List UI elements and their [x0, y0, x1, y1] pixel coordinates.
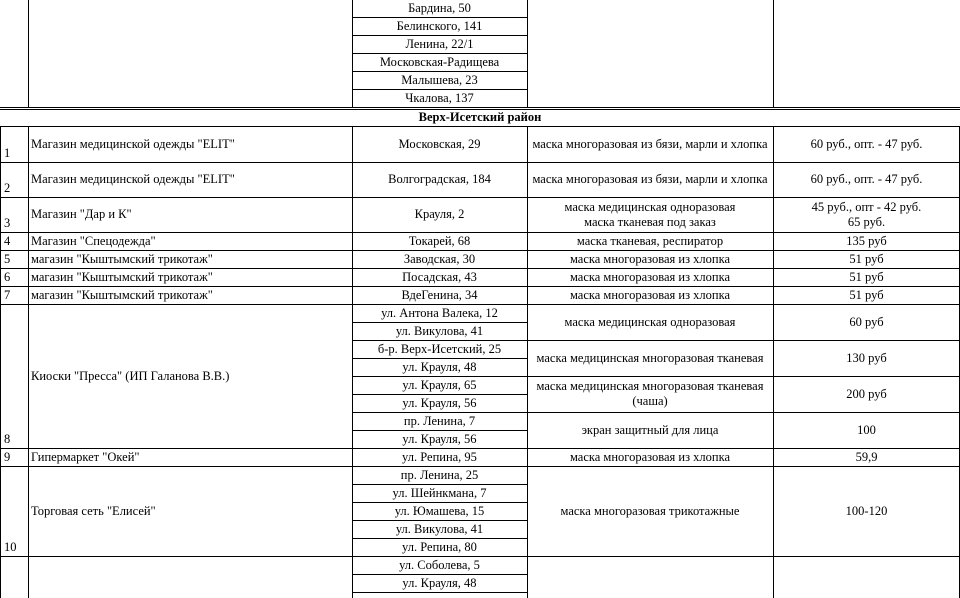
store-name: Магазин медицинской одежды "ELIT"	[31, 136, 235, 151]
grid-line	[352, 89, 527, 90]
grid-line	[352, 126, 353, 598]
grid-line	[527, 412, 960, 413]
address-cell: Московская, 29	[398, 136, 481, 151]
store-name: Магазин медицинской одежды "ELIT"	[31, 172, 235, 186]
store-name: Магазин "Спецодежда"	[31, 233, 156, 248]
price-cell: 130 руб	[846, 350, 887, 365]
row-number: 1	[4, 146, 11, 160]
grid-line	[352, 358, 527, 359]
grid-line	[527, 376, 960, 377]
grid-line	[352, 340, 527, 341]
address-cell: ул. Викулова, 41	[395, 521, 484, 536]
store-name: магазин "Кыштымский трикотаж"	[31, 251, 213, 266]
grid-line	[352, 412, 527, 413]
grid-line	[352, 35, 527, 36]
grid-line	[352, 376, 527, 377]
price-cell: 51 руб	[849, 251, 884, 266]
store-name: Киоски "Пресса" (ИП Галанова В.В.)	[31, 368, 230, 383]
price-cell: 60 руб., опт. - 47 руб.	[810, 136, 923, 151]
row-number: 9	[4, 450, 11, 464]
grid-line	[527, 126, 528, 598]
product-cell: маска многоразовая из хлопка	[569, 287, 731, 302]
grid-line	[527, 340, 960, 341]
address-cell: Токарей, 68	[408, 233, 471, 248]
address-cell: Волгоградская, 184	[388, 172, 491, 186]
grid-line	[352, 53, 527, 54]
address-cell: ул. Репина, 80	[402, 539, 477, 554]
address-cell: ул. Викулова, 41	[395, 323, 484, 338]
address-cell: ул. Юмашева, 15	[394, 503, 485, 518]
grid-line	[352, 394, 527, 395]
grid-line	[0, 107, 960, 108]
store-name: Гипермаркет "Окей"	[31, 449, 140, 464]
grid-line	[352, 322, 527, 323]
product-cell: маска многоразовая из хлопка	[569, 449, 731, 464]
grid-line	[352, 520, 527, 521]
price-cell	[773, 197, 960, 232]
address-cell: пр. Ленина, 7	[403, 413, 476, 428]
store-name: Магазин "Дар и К"	[31, 207, 132, 221]
product-cell-line: маска медицинская одноразовая	[564, 199, 736, 214]
product-cell	[527, 197, 773, 232]
address-cell: б-р. Верх-Исетский, 25	[377, 341, 502, 356]
grid-line	[352, 484, 527, 485]
price-cell-line: 45 руб., опт - 42 руб.	[811, 199, 922, 214]
grid-line	[352, 592, 527, 593]
price-cell: 135 руб	[846, 233, 887, 248]
product-cell: маска многоразовая трикотажные	[560, 503, 740, 518]
address-cell: ВдеГенина, 34	[401, 287, 478, 302]
address-cell: Чкалова, 137	[405, 90, 474, 105]
address-cell: Московская-Радищева	[379, 54, 500, 69]
row-number: 7	[4, 288, 11, 302]
price-cell: 60 руб., опт. - 47 руб.	[810, 172, 923, 186]
product-cell: маска медицинская многоразовая тканевая	[536, 350, 764, 365]
row-number: 10	[4, 540, 17, 554]
price-cell-line: 65 руб.	[847, 214, 886, 229]
address-cell: ул. Крауля, 56	[402, 431, 477, 446]
row-number: 5	[4, 252, 11, 266]
grid-line	[352, 0, 353, 107]
price-cell: 60 руб	[849, 314, 884, 329]
address-cell: ул. Крауля, 56	[402, 395, 477, 410]
product-cell-line: маска тканевая под заказ	[584, 214, 716, 229]
row-number: 6	[4, 270, 11, 284]
grid-line	[28, 0, 29, 107]
grid-line	[773, 0, 774, 107]
address-cell: Заводская, 30	[403, 251, 476, 266]
product-cell: маска многоразовая из хлопка	[569, 251, 731, 266]
address-cell: ул. Крауля, 48	[402, 359, 477, 374]
address-cell: ул. Крауля, 65	[402, 377, 477, 392]
row-number: 8	[4, 432, 11, 446]
row-number: 4	[4, 234, 11, 248]
product-cell: экран защитный для лица	[581, 422, 719, 437]
district-header: Верх-Исетский район	[418, 110, 542, 124]
product-cell: маска многоразовая из бязи, марли и хлопка	[532, 136, 768, 151]
grid-line	[352, 71, 527, 72]
address-cell: Крауля, 2	[414, 207, 465, 221]
address-cell: ул. Соболева, 5	[399, 557, 480, 572]
product-cell: маска многоразовая из хлопка	[569, 269, 731, 284]
grid-line	[28, 126, 29, 598]
address-cell: Малышева, 23	[401, 72, 478, 87]
row-number: 3	[4, 216, 11, 230]
price-cell: 51 руб	[849, 287, 884, 302]
grid-line	[352, 538, 527, 539]
price-cell: 51 руб	[849, 269, 884, 284]
price-cell: 200 руб	[846, 386, 887, 401]
price-cell: 100-120	[845, 503, 888, 518]
address-cell: Бардина, 50	[408, 1, 471, 15]
price-cell: 59,9	[855, 449, 878, 464]
address-cell: пр. Ленина, 25	[400, 467, 479, 482]
store-name: магазин "Кыштымский трикотаж"	[31, 269, 213, 284]
store-name: Торговая сеть "Елисей"	[31, 503, 156, 518]
grid-line	[352, 430, 527, 431]
address-cell: ул. Антона Валека, 12	[381, 305, 498, 320]
grid-line	[352, 17, 527, 18]
grid-line	[773, 126, 774, 598]
grid-line	[527, 0, 528, 107]
product-cell: маска медицинская многоразовая тканевая (чаша)	[536, 379, 764, 408]
product-cell: маска тканевая, респиратор	[576, 233, 724, 248]
address-cell: ул. Крауля, 48	[402, 575, 477, 590]
product-cell: маска медицинская одноразовая	[564, 314, 736, 329]
grid-line	[0, 126, 1, 598]
price-cell: 100	[857, 422, 876, 437]
address-cell: ул. Шейнкмана, 7	[392, 485, 487, 500]
grid-line	[352, 502, 527, 503]
row-number: 2	[4, 181, 11, 195]
product-cell: маска многоразовая из бязи, марли и хлопка	[532, 172, 768, 186]
address-cell: Белинского, 141	[396, 18, 483, 33]
address-cell: Ленина, 22/1	[405, 36, 474, 51]
address-cell: Посадская, 43	[402, 269, 477, 284]
address-cell: ул. Репина, 95	[402, 449, 477, 464]
store-name: магазин "Кыштымский трикотаж"	[31, 287, 213, 302]
